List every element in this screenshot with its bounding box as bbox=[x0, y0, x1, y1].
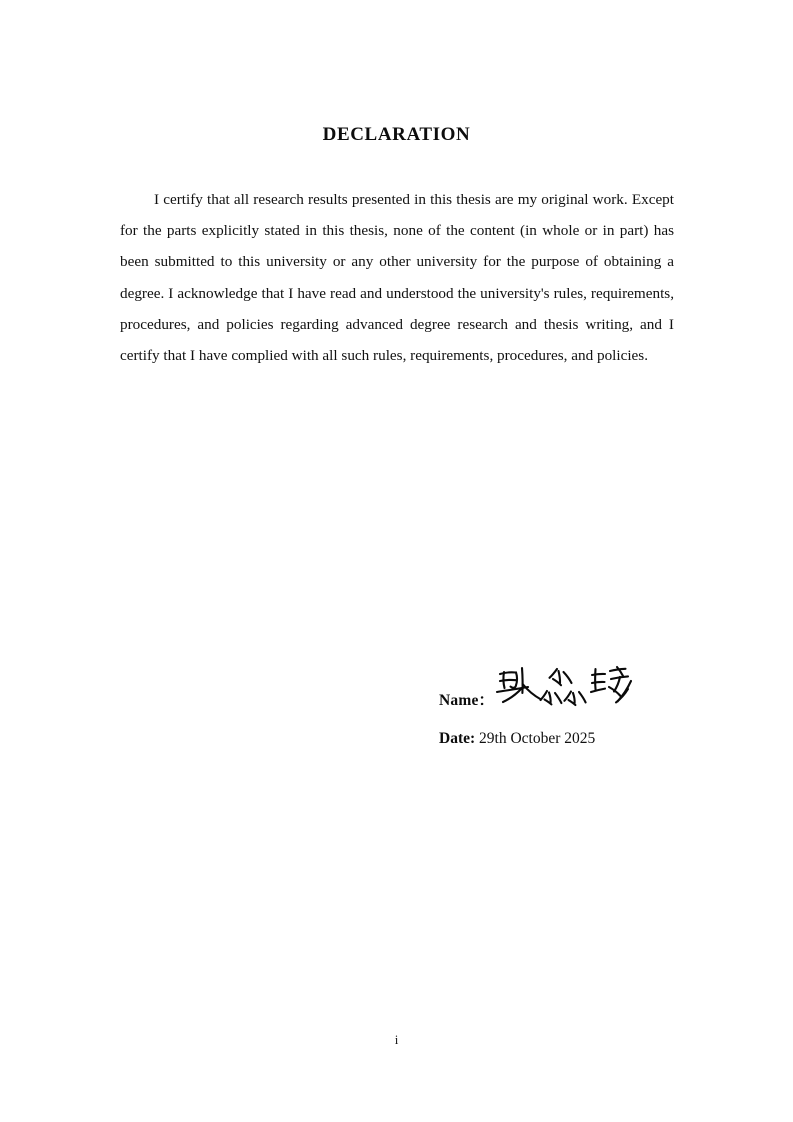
declaration-body bbox=[120, 184, 674, 371]
name-label: Name： bbox=[439, 692, 495, 709]
date-value: 29th October 2025 bbox=[479, 730, 596, 747]
date-label: Date: bbox=[439, 730, 480, 747]
handwritten-signature bbox=[495, 660, 635, 712]
name-row bbox=[439, 660, 739, 712]
page-title: DECLARATION bbox=[322, 124, 471, 145]
date-row bbox=[439, 730, 595, 748]
footer-page-number: i bbox=[394, 1032, 399, 1047]
declaration-paragraph: I certify that all research results presented in this thesis are my original work. Except for the parts explicitly stated in this thesis, none of the content (in whole or in part) has been submitted to this university or any other university for the purpose of obtaining a degree. I acknowledge that I have read and understood the university's rules, requirements, procedures, and policies regarding advanced degree research and thesis writing, and I certify that I have complied with all such rules, requirements, procedures, and policies. bbox=[120, 191, 674, 365]
signature-block bbox=[439, 660, 739, 747]
